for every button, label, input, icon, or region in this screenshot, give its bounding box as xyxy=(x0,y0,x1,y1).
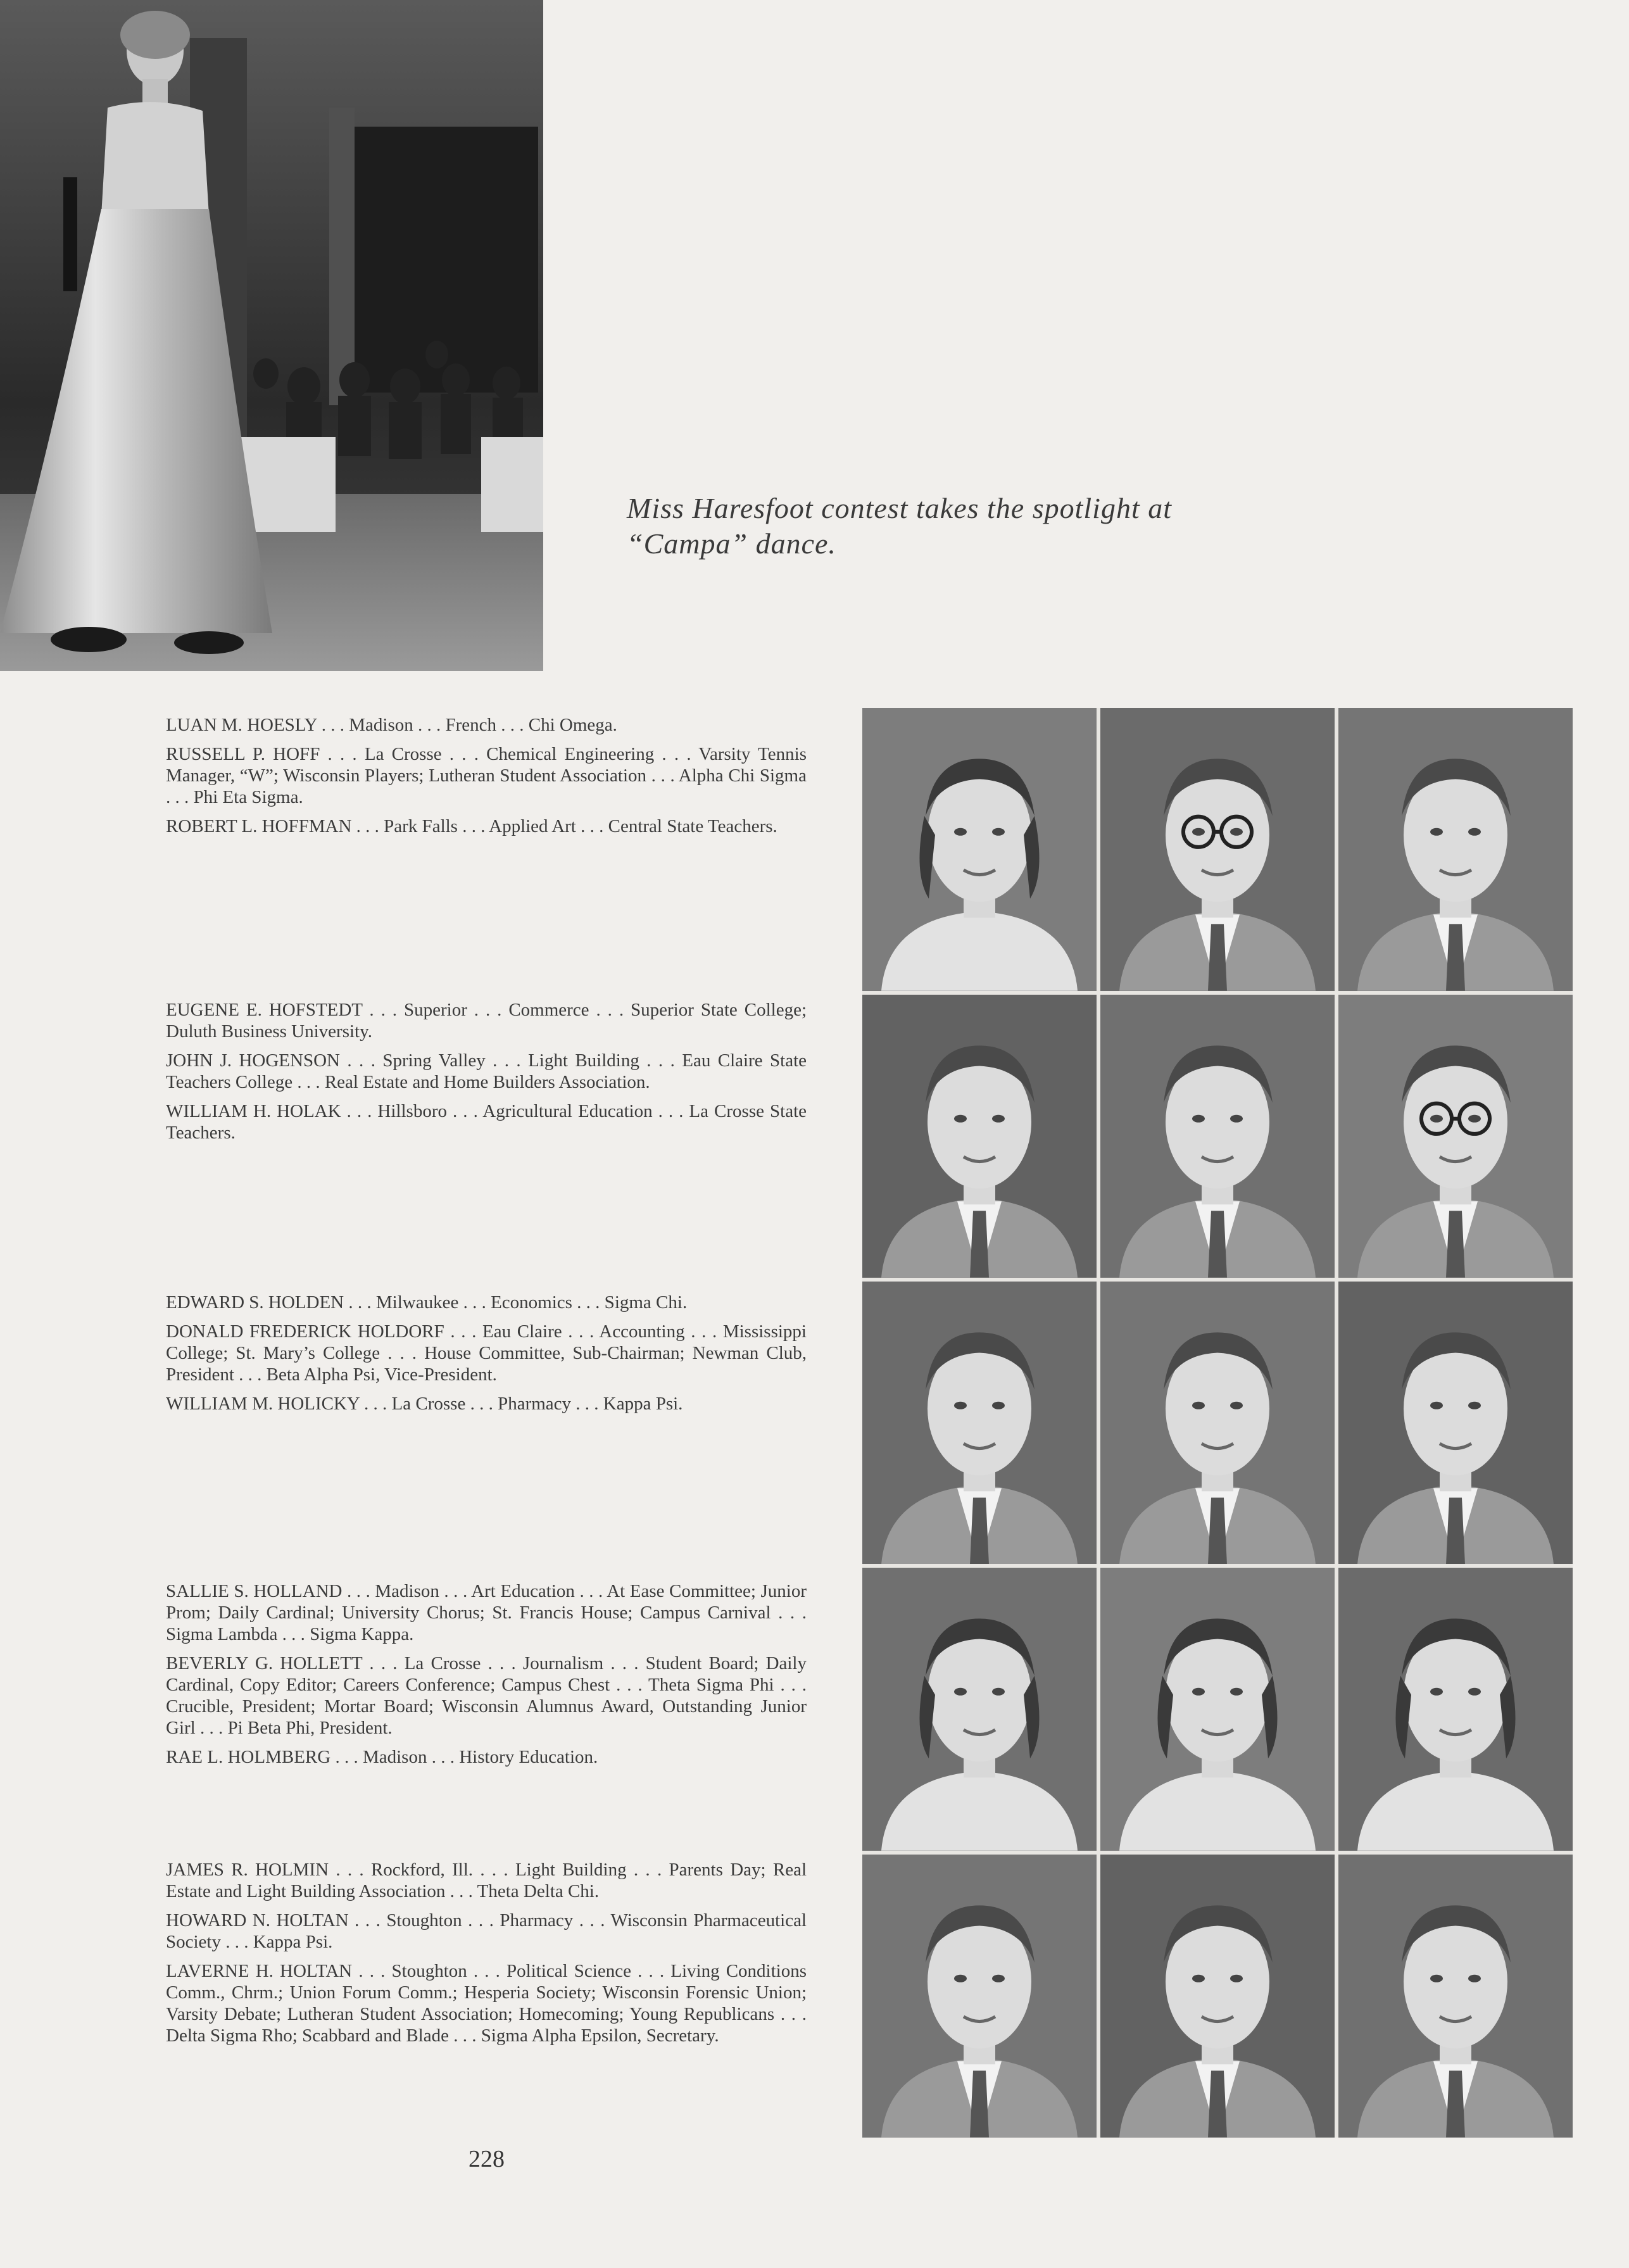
student-portrait xyxy=(1100,995,1335,1278)
bio-entry: EDWARD S. HOLDEN . . . Milwaukee . . . Economics . . . Sigma Chi. xyxy=(166,1292,688,1313)
bio-entry: WILLIAM M. HOLICKY . . . La Crosse . . . Pharmacy . . . Kappa Psi. xyxy=(166,1394,683,1414)
portrait-grid xyxy=(862,708,1573,2138)
student-portrait xyxy=(862,1282,1097,1565)
student-portrait xyxy=(1338,995,1573,1278)
student-portrait xyxy=(1100,1282,1335,1565)
bio-entry: LAVERNE H. HOLTAN . . . Stoughton . . . Political Science . . . Living Conditions Comm., Chrm.; Union Forum Comm.; Hesperia Society; Wisconsin Forensic Union; Varsity Debate; Lutheran Student Association; Homecoming; Young Republicans . . . Delta Sigma Rho; Scabbard and Blade . . . Sigma Alpha Epsilon, Secretary. xyxy=(166,1961,807,2046)
bio-entry: BEVERLY G. HOLLETT . . . La Crosse . . . Journalism . . . Student Board; Daily Cardinal, Copy Editor; Careers Conference; Campus Chest . . . Theta Sigma Phi . . . Crucible, President; Mortar Board; Wisconsin Alumnus Award, Outstanding Junior Girl . . . Pi Beta Phi, President. xyxy=(166,1653,807,1738)
student-portrait xyxy=(1100,708,1335,991)
bio-group-2 xyxy=(166,999,807,1151)
bio-entry: HOWARD N. HOLTAN . . . Stoughton . . . Pharmacy . . . Wisconsin Pharmaceutical Society . . . Kappa Psi. xyxy=(166,1910,807,1952)
student-portrait xyxy=(1338,1855,1573,2138)
bio-group-1 xyxy=(166,714,807,845)
bio-entry: JOHN J. HOGENSON . . . Spring Valley . . . Light Building . . . Eau Claire State Teachers College . . . Real Estate and Home Builders Association. xyxy=(166,1050,807,1092)
student-portrait xyxy=(1100,1855,1335,2138)
bio-entry: JAMES R. HOLMIN . . . Rockford, Ill. . . . Light Building . . . Parents Day; Real Estate and Light Building Association . . . Theta Delta Chi. xyxy=(166,1860,807,1901)
student-portrait xyxy=(862,995,1097,1278)
student-portrait xyxy=(1338,708,1573,991)
bio-entry: SALLIE S. HOLLAND . . . Madison . . . Art Education . . . At Ease Committee; Junior Prom; Daily Cardinal; University Chorus; St. Francis House; Campus Carnival . . . Sigma Lambda . . . Sigma Kappa. xyxy=(166,1581,807,1644)
bio-entry: EUGENE E. HOFSTEDT . . . Superior . . . Commerce . . . Superior State College; Duluth Business University. xyxy=(166,1000,807,1042)
bio-entry: DONALD FREDERICK HOLDORF . . . Eau Claire . . . Accounting . . . Mississippi College; St. Mary’s College . . . House Committee, Sub-Chairman; Newman Club, President . . . Beta Alpha Psi, Vice-President. xyxy=(166,1321,807,1385)
page-number: 228 xyxy=(469,2146,505,2172)
photo-caption xyxy=(627,491,1247,562)
student-portrait xyxy=(1338,1568,1573,1851)
bio-entry: LUAN M. HOESLY . . . Madison . . . French . . . Chi Omega. xyxy=(166,715,617,735)
bio-entry: WILLIAM H. HOLAK . . . Hillsboro . . . Agricultural Education . . . La Crosse State Teachers. xyxy=(166,1101,807,1143)
caption-line-1: Miss Haresfoot contest takes the spotlight at xyxy=(627,492,1173,524)
dance-photograph xyxy=(0,0,543,671)
student-portrait xyxy=(862,708,1097,991)
student-portrait xyxy=(862,1568,1097,1851)
bio-entry: ROBERT L. HOFFMAN . . . Park Falls . . . Applied Art . . . Central State Teachers. xyxy=(166,816,777,836)
caption-line-2: “Campa” dance. xyxy=(627,527,836,560)
student-portrait xyxy=(1100,1568,1335,1851)
bio-entry: RAE L. HOLMBERG . . . Madison . . . History Education. xyxy=(166,1747,598,1767)
bio-group-4 xyxy=(166,1580,807,1775)
bio-group-3 xyxy=(166,1292,807,1422)
bio-group-5 xyxy=(166,1859,807,2054)
bio-entry: RUSSELL P. HOFF . . . La Crosse . . . Chemical Engineering . . . Varsity Tennis Manager, “W”; Wisconsin Players; Lutheran Student Association . . . Alpha Chi Sigma . . . Phi Eta Sigma. xyxy=(166,744,807,807)
student-portrait xyxy=(862,1855,1097,2138)
student-portrait xyxy=(1338,1282,1573,1565)
